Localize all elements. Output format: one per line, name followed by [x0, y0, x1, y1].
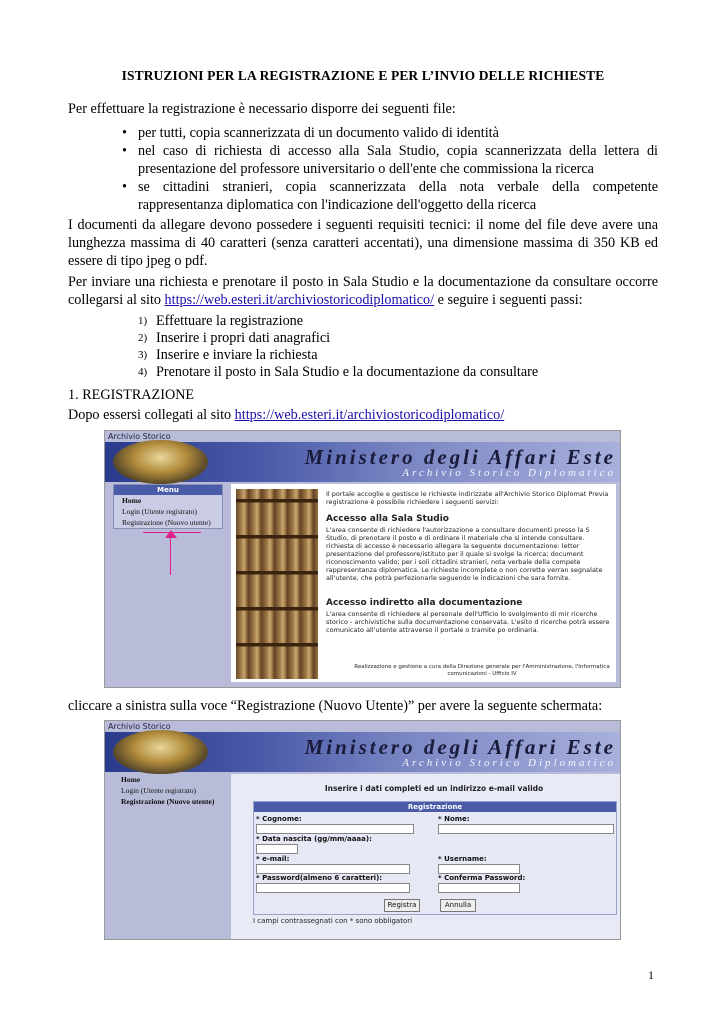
- label-cognome: * Cognome:: [256, 815, 302, 823]
- label-conferma-password: * Conferma Password:: [438, 874, 526, 882]
- step-text: Prenotare il posto in Sala Studio e la documentazione da consultare: [156, 364, 539, 380]
- step-text: Effettuare la registrazione: [156, 313, 304, 329]
- password-input[interactable]: [256, 883, 410, 893]
- registration-form: [253, 801, 617, 915]
- section-heading: 1. REGISTRAZIONE: [68, 387, 195, 403]
- menu-item-home[interactable]: Home: [121, 775, 141, 784]
- required-note: I campi contrassegnati con * sono obbligatori: [253, 917, 413, 925]
- form-header: Registrazione: [254, 802, 616, 812]
- email-input[interactable]: [256, 864, 410, 874]
- step-text: Inserire i propri dati anagrafici: [156, 330, 331, 346]
- intro-text: Il portale accoglie e gestisce le richieste indirizzate all'Archivio Storico Diplomat Previa registrazione è possibile richiedere i seguenti servizi:: [326, 490, 609, 506]
- registra-button[interactable]: Registra: [384, 899, 420, 912]
- screenshot-home: [104, 430, 621, 688]
- site-banner: [105, 442, 620, 482]
- main-panel: [231, 484, 616, 682]
- form-intro: Inserire i dati completi ed un indirizzo e-mail valido: [324, 784, 544, 793]
- emblem-image: [113, 440, 208, 484]
- arrow-head-icon: [165, 530, 177, 538]
- menu-item-login[interactable]: Login (Utente registrato): [121, 786, 196, 795]
- step-number: 4): [138, 366, 148, 378]
- bullet-icon: •: [122, 143, 127, 159]
- archive-link[interactable]: https://web.esteri.it/archiviostoricodiplomatico/: [234, 407, 505, 423]
- window-caption: Archivio Storico: [108, 722, 171, 731]
- data-nascita-input[interactable]: [256, 844, 298, 854]
- banner-title: Ministero degli Affari Este: [304, 735, 616, 759]
- side-menu: [113, 774, 225, 807]
- conferma-password-input[interactable]: [438, 883, 520, 893]
- send-paragraph: [68, 273, 658, 309]
- intro-paragraph: Per effettuare la registrazione è necessario disporre dei seguenti file:: [68, 101, 456, 117]
- step-number: 1): [138, 315, 148, 327]
- side-menu: [113, 484, 223, 529]
- bullet-item: [122, 142, 658, 178]
- bullet-text: nel caso di richiesta di accesso alla Sala Studio, copia scannerizzata della lettera di presentazione del professore universitario o dell'ente che commissiona la ricerca: [138, 143, 658, 177]
- screenshot-registration: [104, 720, 621, 940]
- nome-input[interactable]: [438, 824, 614, 834]
- step-number: 2): [138, 332, 148, 344]
- bullet-text: se cittadini stranieri, copia scannerizzata della nota verbale della competente rappresentanza diplomatica con l'indicazione dell'oggetto della ricerca: [138, 179, 658, 213]
- emblem-image: [113, 730, 208, 774]
- books-image: [236, 489, 318, 679]
- section-title-sala: Accesso alla Sala Studio: [326, 514, 449, 524]
- menu-header: Menu: [114, 485, 222, 495]
- arrow-shaft: [170, 535, 171, 575]
- cognome-input[interactable]: [256, 824, 414, 834]
- window-caption: Archivio Storico: [108, 432, 171, 441]
- banner-subtitle: Archivio Storico Diplomatico: [402, 757, 616, 769]
- bullet-text: per tutti, copia scannerizzata di un documento valido di identità: [138, 125, 499, 141]
- step-number: 3): [138, 349, 148, 361]
- label-email: * e-mail:: [256, 855, 290, 863]
- menu-item-registrazione[interactable]: Registrazione (Nuovo utente): [121, 797, 215, 806]
- bullet-icon: •: [122, 125, 127, 141]
- annulla-button[interactable]: Annulla: [440, 899, 476, 912]
- section-text-indiretto: L'area consente di richiedere al personale dell'Ufficio lo svolgimento di mir ricerche storico - archivistiche sulla documentazione conservata. L'esito d ricerche potrà essere comunicato all'utente attraverso il portale o tramite po ordinaria.: [326, 610, 610, 634]
- site-banner: [105, 732, 620, 772]
- section-text-sala: L'area consente di richiedere l'autorizzazione a consultare documenti presso la S Studio, di prenotare il posto e di ordinare il materiale che si intende consultare. richiesta di accesso è necessario allegare la seguente documentazione: letter presentazione del professore/istituto per il quale si svolge la ricerca; document riconoscimento valido; per i soli cittadini stranieri, nota verbale della compete rappresentanza diplomatica. Le richieste incomplete o non corrette verran segnalate all'utente, che potrà perfezionarle seguendo le indicazioni che sara fornite.: [326, 526, 603, 582]
- footer-credits: Realizzazione e gestione a cura della Direzione generale per l'Amministrazione, l'Informatica comunicazioni - Ufficio IV: [354, 664, 610, 677]
- menu-item-registrazione[interactable]: Registrazione (Nuovo utente): [122, 518, 211, 527]
- click-paragraph: cliccare a sinistra sulla voce “Registrazione (Nuovo Utente)” per avere la seguente schermata:: [68, 698, 603, 714]
- send-text-after: e seguire i seguenti passi:: [434, 292, 583, 308]
- menu-item-login[interactable]: Login (Utente registrato): [122, 507, 197, 516]
- section-title-indiretto: Accesso indiretto alla documentazione: [326, 598, 523, 608]
- label-username: * Username:: [438, 855, 487, 863]
- step-text: Inserire e inviare la richiesta: [156, 347, 318, 363]
- archive-link[interactable]: https://web.esteri.it/archiviostoricodiplomatico/: [164, 292, 435, 308]
- banner-subtitle: Archivio Storico Diplomatico: [402, 467, 616, 479]
- label-nome: * Nome:: [438, 815, 470, 823]
- bullet-icon: •: [122, 179, 127, 195]
- send-text: Per inviare una richiesta e prenotare il posto in Sala Studio e la documentazione da consultare occorre collegarsi al sito: [68, 274, 658, 308]
- menu-item-home[interactable]: Home: [122, 496, 142, 505]
- requirements-paragraph: I documenti da allegare devono possedere i seguenti requisiti tecnici: il nome del file deve avere una lunghezza massima di 40 caratteri (senza caratteri accentati), una dimensione massima di 350 KB ed essere di tipo jpeg o pdf.: [68, 217, 658, 269]
- username-input[interactable]: [438, 864, 520, 874]
- page-number: 1: [648, 968, 654, 982]
- document-title: ISTRUZIONI PER LA REGISTRAZIONE E PER L’INVIO DELLE RICHIESTE: [121, 68, 605, 83]
- label-data-nascita: * Data nascita (gg/mm/aaaa):: [256, 835, 372, 843]
- label-password: * Password(almeno 6 caratteri):: [256, 874, 383, 882]
- connect-text: Dopo essersi collegati al sito: [68, 407, 235, 423]
- bullet-item: [122, 124, 658, 142]
- bullet-item: [122, 178, 658, 214]
- connect-paragraph: [68, 406, 658, 424]
- banner-title: Ministero degli Affari Este: [304, 445, 616, 469]
